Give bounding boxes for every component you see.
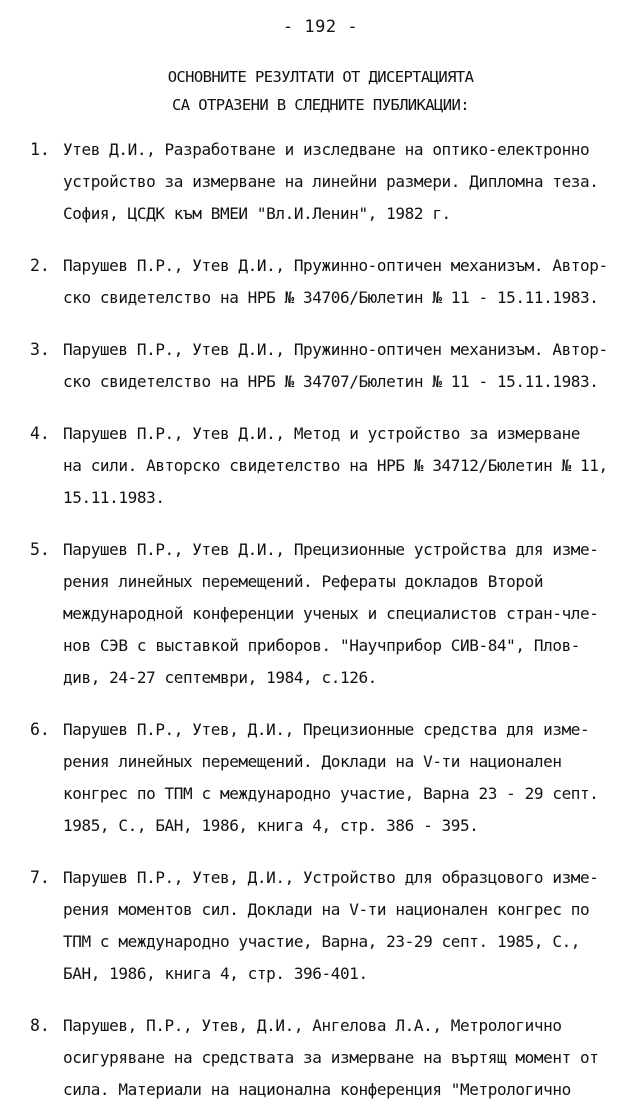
publication-text-line: див, 24-27 септември, 1984, с.126. — [63, 668, 377, 687]
publication-text-line: София, ЦСДК към ВМЕИ "Вл.И.Ленин", 1982 г. — [63, 204, 451, 223]
publication-text-line: БАН, 1986, книга 4, стр. 396-401. — [63, 964, 368, 983]
publication-text-line: 15.11.1983. — [63, 488, 165, 507]
publication-item — [30, 418, 620, 514]
publication-item — [30, 134, 620, 230]
publication-text-line: осигуряване на средствата за измерване на въртящ момент от — [63, 1048, 599, 1067]
publication-number: 8. — [30, 1016, 50, 1035]
publication-text-line: ско свидетелство на НРБ № 34706/Бюлетин № 11 - 15.11.1983. — [63, 288, 599, 307]
heading-line-1: ОСНОВНИТЕ РЕЗУЛТАТИ ОТ ДИСЕРТАЦИЯТА — [167, 68, 474, 86]
publication-number: 3. — [30, 340, 50, 359]
publication-item — [30, 534, 620, 694]
publication-list — [30, 134, 620, 1106]
publication-text-line: устройство за измерване на линейни размери. Дипломна теза. — [63, 172, 599, 191]
publication-item — [30, 714, 620, 842]
publication-text-line: Утев Д.И., Разработване и изследване на оптико-електронно — [63, 140, 590, 159]
publication-number: 4. — [30, 424, 50, 443]
publication-text-line: 1985, С., БАН, 1986, книга 4, стр. 386 - 395. — [63, 816, 479, 835]
publication-text-line: сила. Материали на национална конференция "Метрологично — [63, 1080, 571, 1099]
publication-number: 2. — [30, 256, 50, 275]
publication-text-line: Парушев П.Р., Утев Д.И., Пружинно-оптичен механизъм. Автор- — [63, 256, 608, 275]
publication-item — [30, 1010, 620, 1106]
publication-text-line: ско свидетелство на НРБ № 34707/Бюлетин № 11 - 15.11.1983. — [63, 372, 599, 391]
publication-text-line: на сили. Авторско свидетелство на НРБ № 34712/Бюлетин № 11, — [63, 456, 608, 475]
publication-item — [30, 250, 620, 314]
publication-text-line: Парушев, П.Р., Утев, Д.И., Ангелова Л.А., Метрологично — [63, 1016, 562, 1035]
publication-number: 7. — [30, 868, 50, 887]
publication-text-line: Парушев П.Р., Утев, Д.И., Устройство для образцового изме- — [63, 868, 599, 887]
publication-number: 5. — [30, 540, 50, 559]
publication-item — [30, 862, 620, 990]
publication-text-line: конгрес по ТПМ с международно участие, Варна 23 - 29 септ. — [63, 784, 599, 803]
publication-item — [30, 334, 620, 398]
publication-text-line: рения моментов сил. Доклади на V-ти национален конгрес по — [63, 900, 590, 919]
publication-text-line: Парушев П.Р., Утев, Д.И., Прецизионные средства для изме- — [63, 720, 590, 739]
publication-text-line: Парушев П.Р., Утев Д.И., Прецизионные устройства для изме- — [63, 540, 599, 559]
publication-text-line: нов СЭВ с выставкой приборов. "Научприбор СИВ-84", Плов- — [63, 636, 581, 655]
publication-text-line: ТПМ с международно участие, Варна, 23-29 септ. 1985, С., — [63, 932, 581, 951]
publication-text-line: рения линейных перемещений. Рефераты докладов Второй — [63, 572, 544, 591]
publication-text-line: Парушев П.Р., Утев Д.И., Метод и устройство за измерване — [63, 424, 581, 443]
publication-number: 1. — [30, 140, 50, 159]
publication-number: 6. — [30, 720, 50, 739]
heading-line-2: СА ОТРАЗЕНИ В СЛЕДНИТЕ ПУБЛИКАЦИИ: — [172, 96, 469, 114]
page-number: - 192 - — [282, 17, 359, 37]
publication-text-line: международной конференции ученых и специалистов стран-чле- — [63, 604, 599, 623]
publication-text-line: рения линейных перемещений. Доклади на V-ти национален — [63, 752, 562, 771]
publication-text-line: Парушев П.Р., Утев Д.И., Пружинно-оптичен механизъм. Автор- — [63, 340, 608, 359]
